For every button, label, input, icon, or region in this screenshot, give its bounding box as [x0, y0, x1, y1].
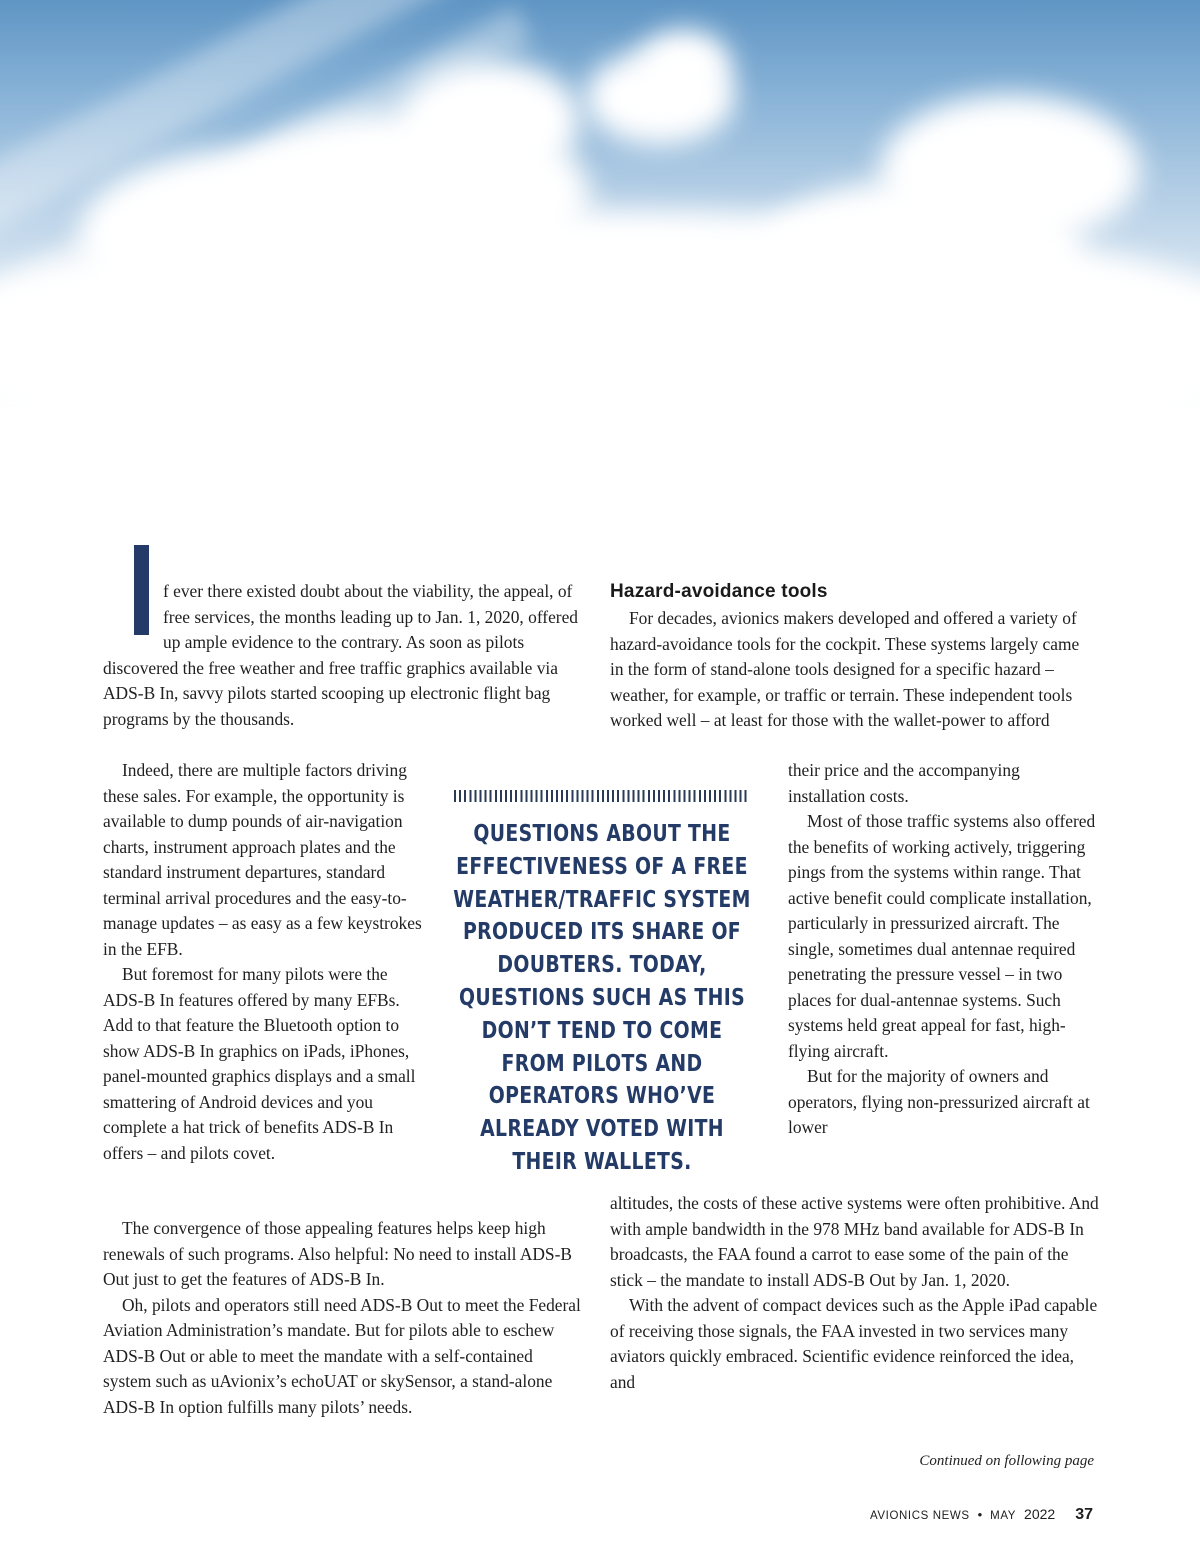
page-footer — [870, 1506, 1093, 1524]
article-right-column-narrow — [788, 758, 1100, 1141]
pull-quote-text: QUESTIONS ABOUT THE EFFECTIVENESS OF A FREE WEATHER/TRAFFIC SYSTEM PRODUCED ITS SHARE OF DOUBTERS. TODAY, QUESTIONS SUCH AS THIS DON’T TEND TO COME FROM PILOTS AND OPERATORS WHO’VE ALREADY VOTED WITH THEIR WALLETS. — [453, 821, 751, 1175]
paragraph: But foremost for many pilots were the ADS-B In features offered by many EFBs. Add to that feature the Bluetooth option to show ADS-B In graphics on iPads, iPhones, panel-mounted graphics displays and a small smattering of Android devices and you complete a hat trick of benefits ADS-B In offers – and pilots covet. — [103, 964, 416, 1163]
article-right-column-top — [610, 579, 1094, 734]
footer-bullet: • — [977, 1507, 983, 1522]
paragraph: altitudes, the costs of these active systems were often prohibitive. And with ample bandwidth in the 978 MHz band available for ADS-B In broadcasts, the FAA found a carrot to ease some of the pain of the stick – the mandate to install ADS-B Out by Jan. 1, 2020. — [610, 1193, 1099, 1290]
section-subhead: Hazard-avoidance tools — [610, 581, 828, 602]
sky-header-image — [0, 0, 1200, 410]
article-left-column-narrow — [103, 758, 423, 1166]
issue-month: MAY — [990, 1510, 1017, 1522]
paragraph: With the advent of compact devices such as the Apple iPad capable of receiving those signals, the FAA invested in two services many aviators quickly embraced. Scientific evidence reinforced the idea, and — [610, 1295, 1098, 1392]
page-number: 37 — [1075, 1506, 1093, 1523]
paragraph: Indeed, there are multiple factors driving these sales. For example, the opportunity is available to dump pounds of air-navigation charts, instrument approach plates and the standard instrument departures, standard terminal arrival procedures and the easy-to-manage updates – as easy as a few keystrokes in the EFB. — [103, 760, 422, 959]
paragraph: But for the majority of owners and operators, flying non-pressurized aircraft at lower — [788, 1066, 1090, 1137]
pull-quote-tick-rule — [454, 790, 750, 802]
paragraph: The convergence of those appealing features helps keep high renewals of such programs. Also helpful: No need to install ADS-B Out just to get the features of ADS-B In. — [103, 1218, 572, 1289]
paragraph: Oh, pilots and operators still need ADS-B Out to meet the Federal Aviation Administration’s mandate. But for pilots able to eschew ADS-B Out or able to meet the mandate with a self-contained system such as uAvionix’s echoUAT or skySensor, a stand-alone ADS-B In option fulfills many pilots’ needs. — [103, 1294, 581, 1417]
paragraph: For decades, avionics makers developed and offered a variety of hazard-avoidance tools for the cockpit. These systems largely came in the form of stand-alone tools designed for a specific hazard – weather, for example, or traffic or terrain. These independent tools worked well – at least for those with the wallet-power to afford — [610, 608, 1080, 730]
article-intro-paragraph — [103, 579, 583, 732]
article-left-column-bottom — [103, 1216, 585, 1420]
dropcap-letter — [134, 545, 149, 635]
continued-note: Continued on following page — [919, 1453, 1094, 1469]
issue-year: 2022 — [1024, 1506, 1056, 1522]
publication-name: AVIONICS NEWS — [870, 1510, 970, 1522]
pull-quote — [452, 790, 752, 1179]
paragraph: their price and the accompanying installation costs. — [788, 760, 1020, 806]
paragraph: Most of those traffic systems also offered the benefits of working actively, triggering pings from the systems within range. That active benefit could complicate installation, particularly in pressurized aircraft. The single, sometimes dual antennae required penetrating the pressure vessel – in two places for dual-antennae systems. Such systems held great appeal for fast, high-flying aircraft. — [788, 811, 1096, 1061]
intro-text: f ever there existed doubt about the viability, the appeal, of free services, the months leading up to Jan. 1, 2020, offered up ample evidence to the contrary. As soon as pilots discovered the free weather and free traffic graphics available via ADS-B In, savvy pilots started scooping up electronic flight bag programs by the thousands. — [103, 581, 579, 729]
article-right-column-bottom — [610, 1191, 1100, 1395]
